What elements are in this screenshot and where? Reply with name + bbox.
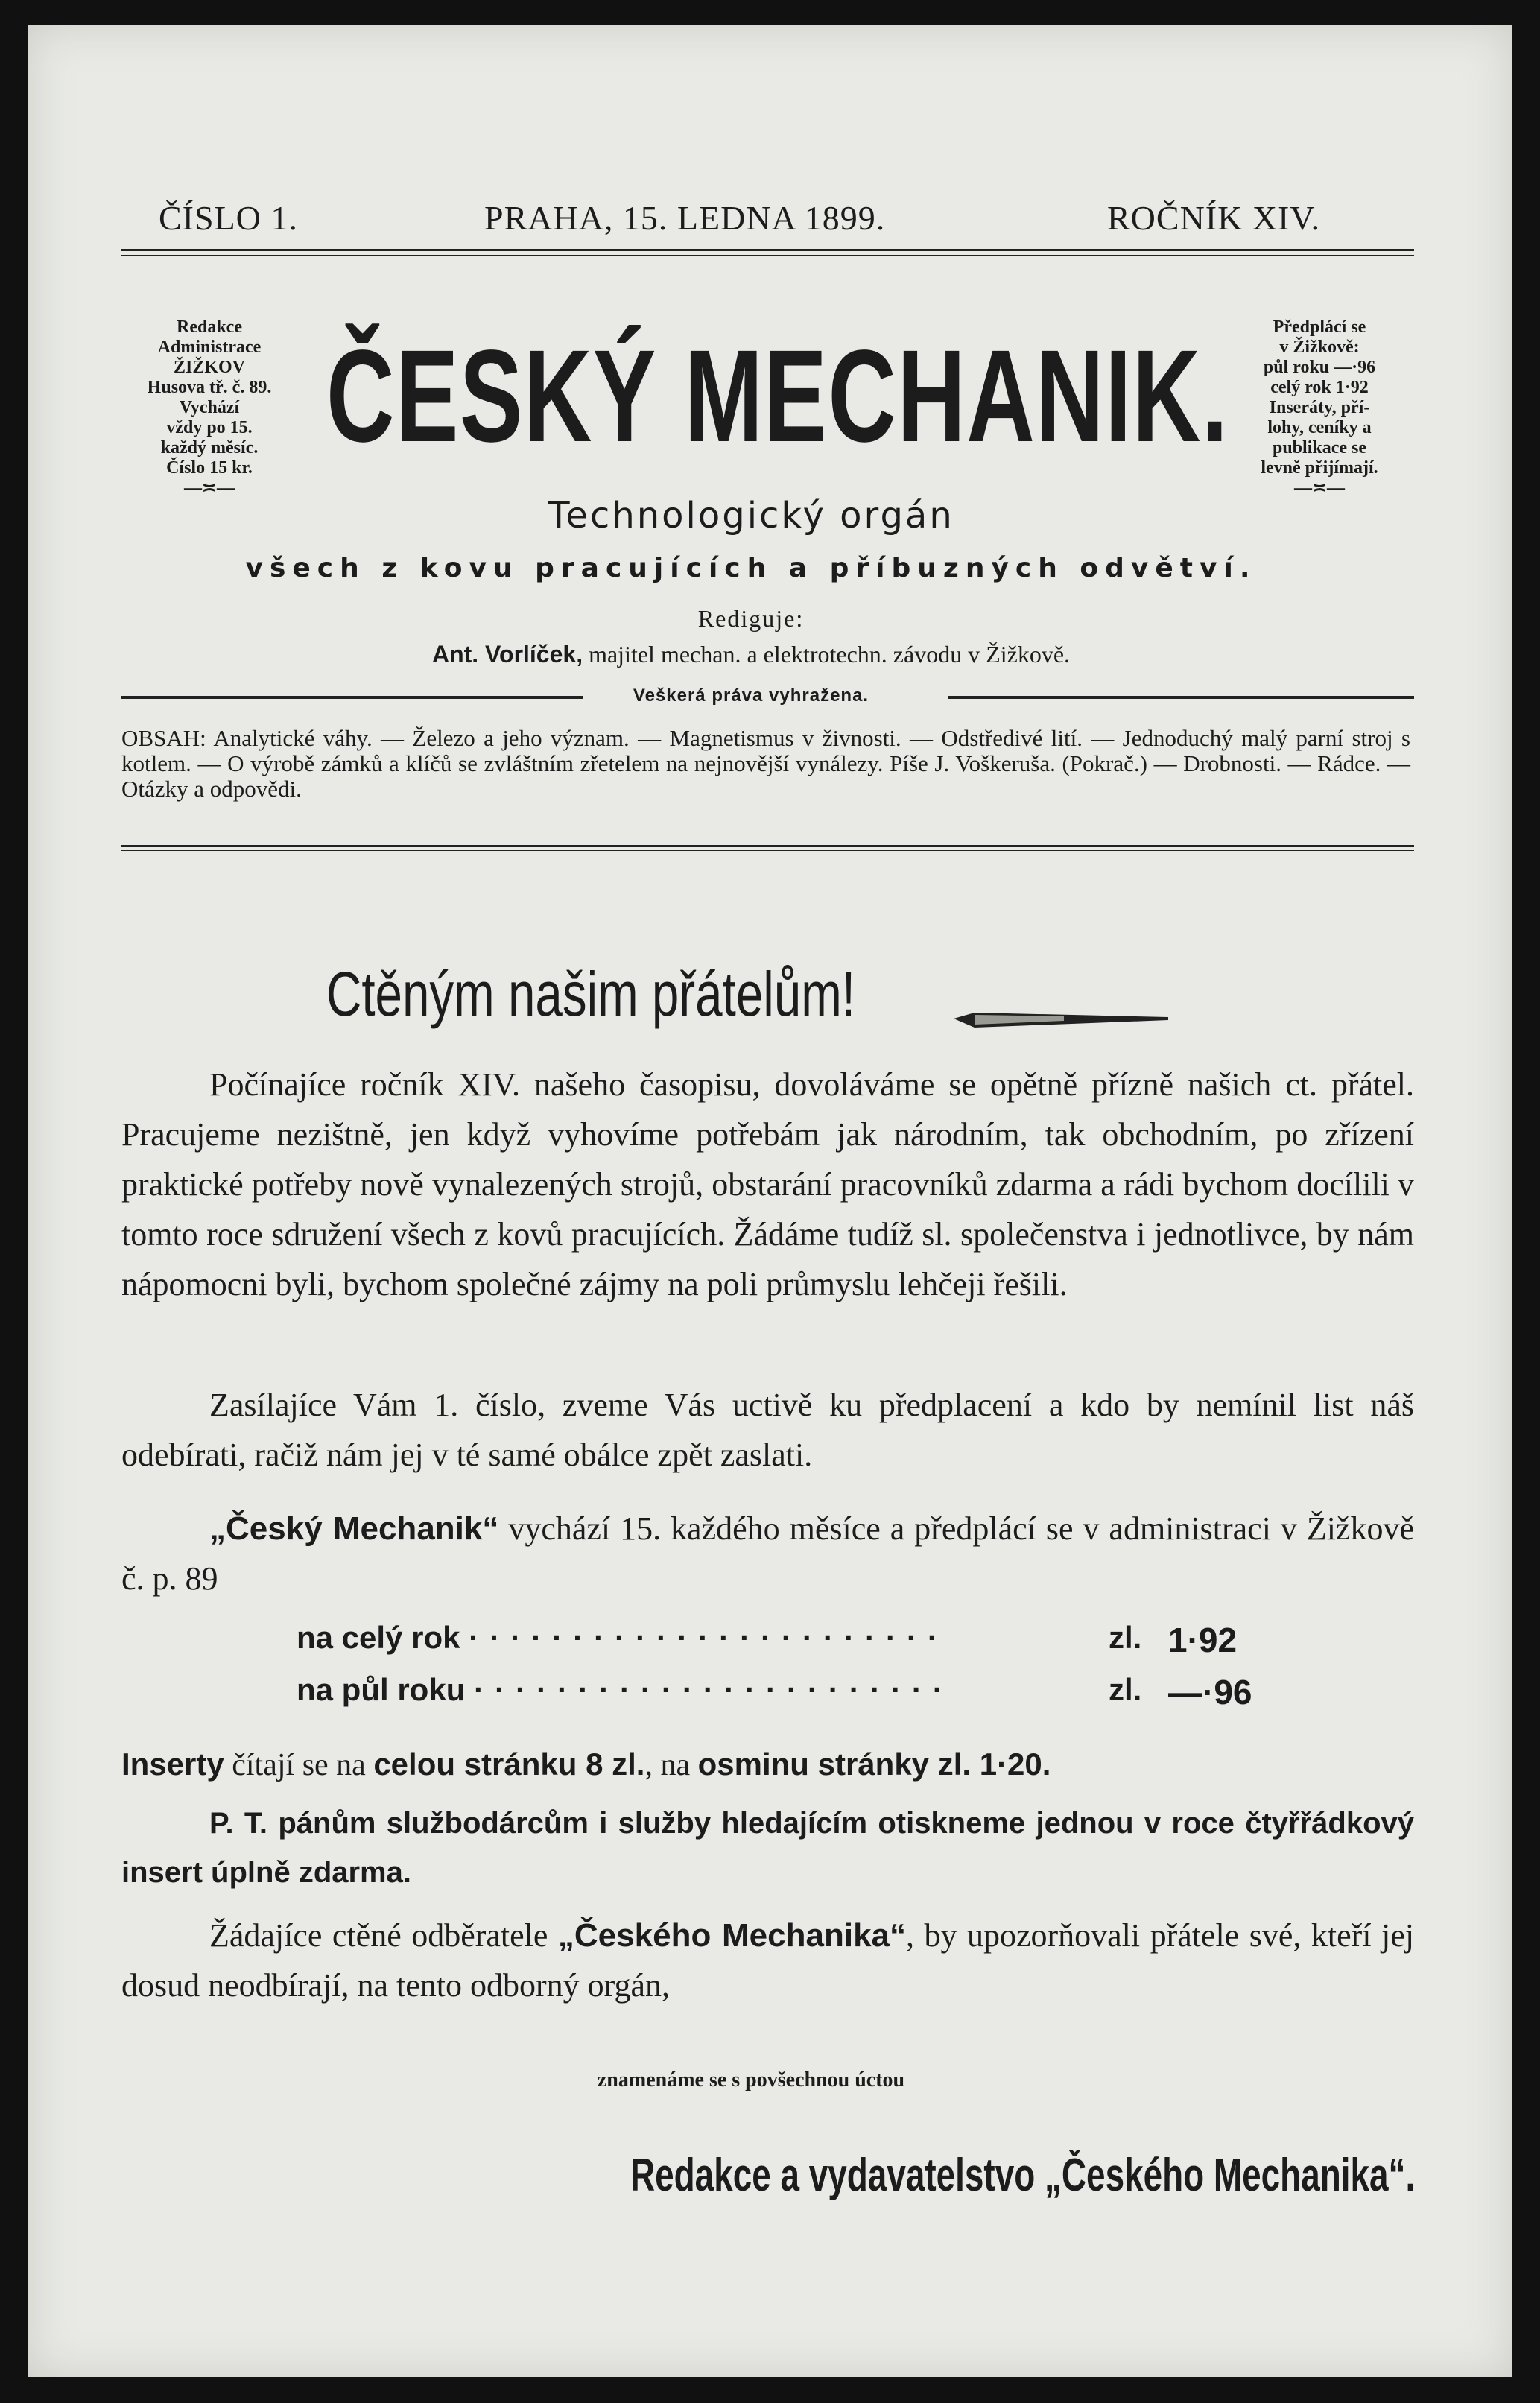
editor-name: Ant. Vorlíček, (431, 641, 583, 668)
contents-text: Analytické váhy. — Železo a jeho význam. — Magnetismus v živnosti. — Odstředivé lití. — Jednoduchý malý parní stroj s kotlem. — O výrobě zámků a klíčů se zvláštním zřetelem na nejnovější vynálezy. Píše J. Voškeruša. (Pokrač.) — Drobnosti. — Rádce. — Otázky a odpovědi. (121, 725, 1410, 802)
header-rule (121, 249, 1414, 251)
rights-notice: Veškerá práva vyhražena. (633, 686, 869, 706)
subtitle: Technologický orgán (548, 495, 954, 536)
left-info-line: Administrace (157, 338, 262, 357)
price-label: na půl roku (297, 1672, 466, 1707)
right-info-line: publikace se (1272, 438, 1367, 458)
editor-description: majitel mechan. a elektrotechn. závodu v Žižkově. (583, 641, 1071, 668)
left-info-line: Číslo 15 kr. (166, 458, 253, 478)
price-amount: 1·92 (1168, 1621, 1238, 1659)
price-currency: zl. (1109, 1620, 1142, 1655)
right-info-line: půl roku —·96 (1263, 358, 1376, 377)
price-row-halfyear (297, 1672, 1252, 1712)
subtitle-secondary: všech z kovu pracujících a příbuzných odvětví. (245, 553, 1257, 583)
pen-nib-icon (952, 1005, 1168, 1035)
left-info-line: ŽIŽKOV (173, 358, 246, 377)
editor-line (28, 641, 1474, 668)
paragraph-publication-text: vychází 15. každého měsíce a předplácí se v administraci v Žižkově č. p. 89 (121, 1510, 1414, 1597)
contents-label: OBSAH: (121, 725, 206, 751)
price-leader: ······················· (474, 1672, 954, 1707)
header-rule-thin (121, 255, 1414, 256)
volume-number: ROČNÍK XIV. (1107, 199, 1321, 237)
inserty-full-page: celou stránku 8 zl. (373, 1747, 645, 1782)
place-date: PRAHA, 15. LEDNA 1899. (484, 199, 886, 237)
left-info-line: Vychází (179, 398, 240, 417)
left-info-line: vždy po 15. (166, 418, 253, 437)
request-text: Žádajíce ctěné odběratele (209, 1917, 558, 1954)
paragraph-request (121, 1910, 1414, 2010)
left-info-line: každý měsíc. (160, 438, 259, 458)
left-info-ornament: —≍— (183, 478, 235, 498)
paragraph-subscription: Zasílajíce Vám 1. číslo, zveme Vás uctivě ku předplacení a kdo by nemínil list náš odebírati, račiž nám jej v té samé obálce zpět zaslati. (121, 1387, 1414, 1473)
paragraph-publication (121, 1504, 1414, 1603)
signoff-publisher: Redakce a vydavatelstvo „Českého Mechanika“. (630, 2150, 1416, 2201)
paragraph-intro: Počínajíce ročník XIV. našeho časopisu, dovoláváme se opětně přízně našich ct. přátel. Pracujeme nezištně, jen když vyhovíme potřebám jak národním, tak obchodním, po zřízení praktické potřeby nově vynalezených strojů, obstarání pracovníků zdarma a rádi bychom docílili v tomto roce sdružení všech z kovů pracujících. Žádáme tudíž sl. společenstva i jednotlivce, by nám nápomocni byli, bychom společné zájmy na poli průmyslu lehčeji řešili. (121, 1066, 1414, 1302)
right-info-line: v Žižkově: (1279, 338, 1360, 357)
right-info-line: Předplácí se (1273, 317, 1366, 337)
inserty-line (121, 1739, 1414, 1791)
right-info-ornament: —≍— (1293, 478, 1346, 498)
notice-free-insert: P. T. pánům službodárcům i služby hledajícím otiskneme jednou v roce čtyřřádkový insert úplně zdarma. (121, 1807, 1414, 1889)
inserty-eighth-page: osminu stránky zl. 1·20. (697, 1747, 1051, 1782)
masthead-title: ČESKÝ MECHANIK. (326, 323, 1229, 469)
price-amount: —·96 (1168, 1673, 1252, 1712)
price-row-year (297, 1620, 1243, 1659)
rediguje-label: Rediguje: (697, 605, 805, 632)
right-info-block (1226, 317, 1413, 498)
left-info-block (116, 317, 302, 498)
greeting-heading: Ctěným našim přátelům! (326, 959, 856, 1029)
inserty-text: , na (644, 1748, 698, 1782)
right-info-line: celý rok 1·92 (1270, 378, 1369, 397)
request-text: , by upozorňovali přátele své, kteří jej dosud neodbírají, na tento odborný orgán, (121, 1917, 1414, 2004)
inserty-text: čítají se na (224, 1748, 374, 1782)
right-info-line: lohy, ceníky a (1267, 418, 1372, 437)
rights-rule-right (948, 696, 1414, 699)
contents-rule (121, 845, 1414, 847)
request-paper-name: „Českého Mechanika“ (557, 1917, 907, 1954)
price-label: na celý rok (297, 1620, 460, 1655)
right-info-line: Inseráty, pří- (1269, 398, 1370, 417)
inserty-title: Inserty (121, 1747, 224, 1782)
contents-rule-thin (121, 850, 1414, 851)
contents-block (121, 726, 1410, 802)
signoff-greeting: znamenáme se s povšechnou úctou (597, 2068, 905, 2092)
left-info-line: Husova tř. č. 89. (147, 378, 272, 397)
issue-number: ČÍSLO 1. (159, 199, 298, 237)
right-info-line: levně přijímají. (1261, 458, 1378, 478)
price-currency: zl. (1109, 1672, 1142, 1707)
newspaper-page (28, 25, 1512, 2377)
left-info-line: Redakce (177, 317, 242, 337)
paper-name: „Český Mechanik“ (209, 1510, 499, 1547)
price-leader: ······················· (469, 1620, 948, 1655)
